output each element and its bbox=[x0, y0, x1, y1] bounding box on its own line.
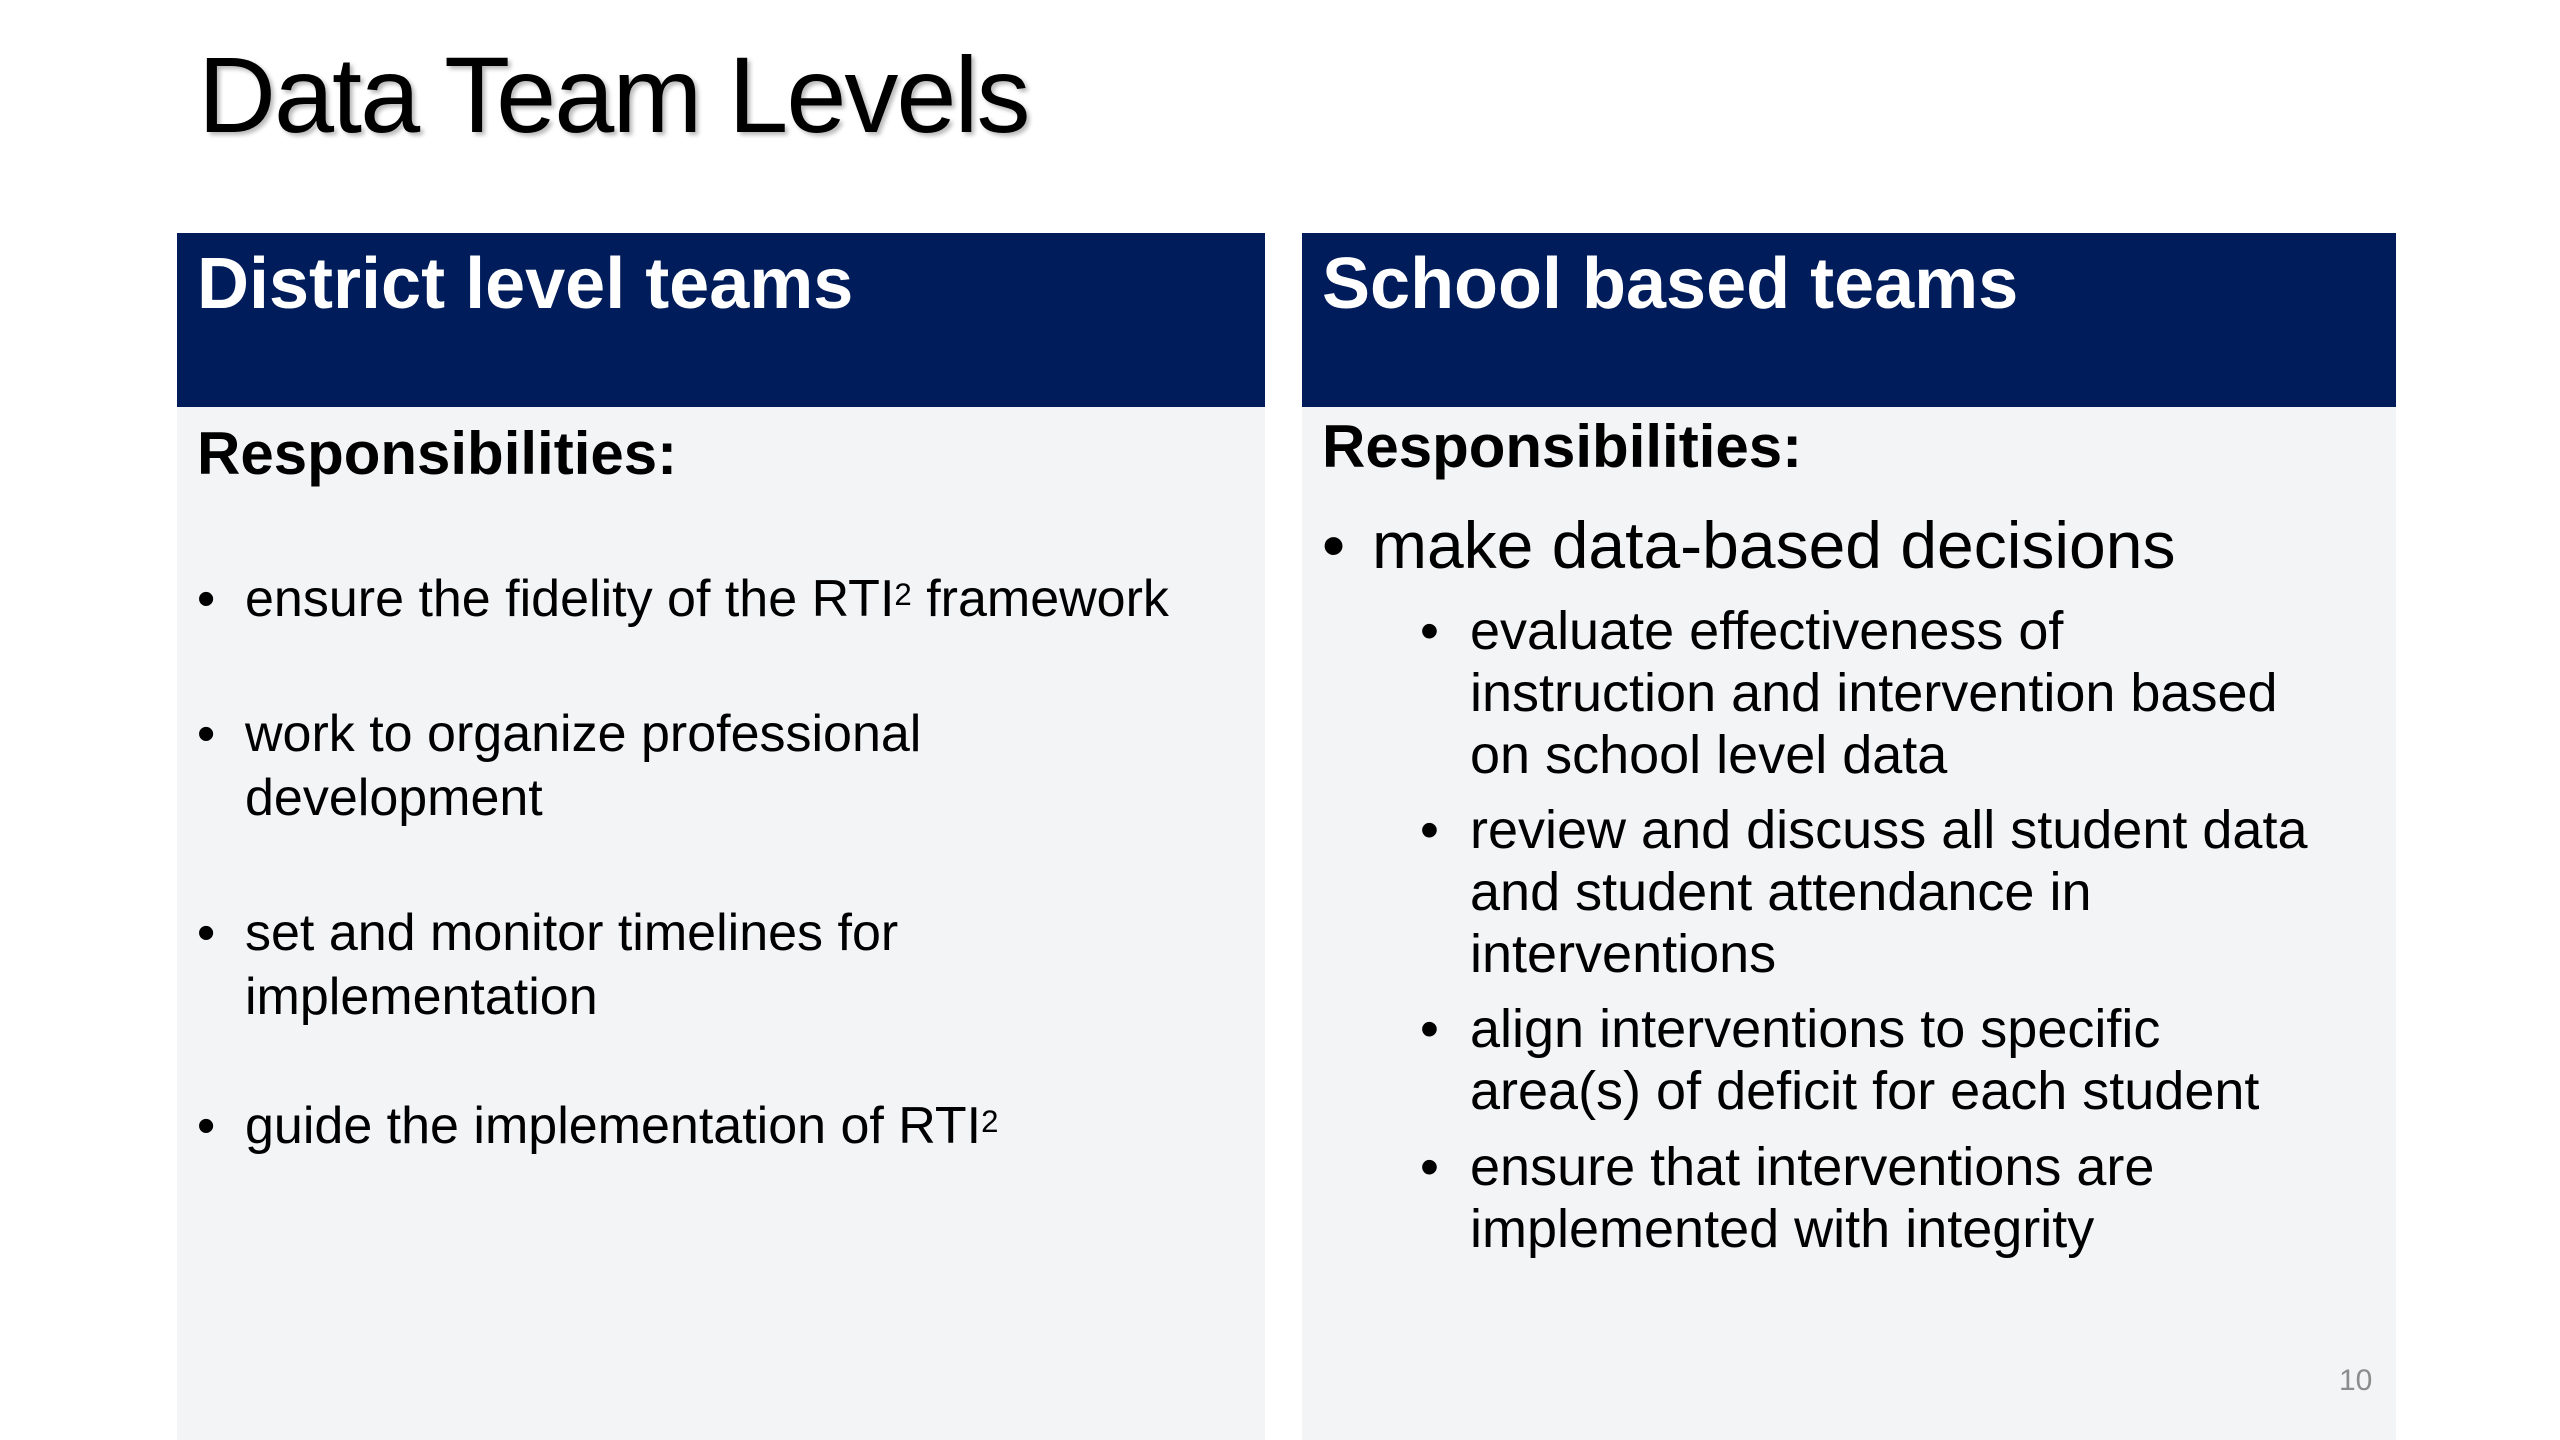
school-sub-item-1-line-1: evaluate effectiveness of bbox=[1470, 601, 2064, 661]
school-sub-item-2 bbox=[1420, 799, 2390, 985]
school-panel-header: School based teams bbox=[1302, 233, 2396, 407]
school-panel-body bbox=[1302, 407, 2396, 1440]
bullet-icon: • bbox=[1322, 508, 1346, 582]
district-item-2 bbox=[197, 702, 1257, 830]
bullet-icon: • bbox=[197, 705, 216, 763]
school-sub-item-2-line-3: interventions bbox=[1470, 924, 1777, 984]
school-main-item bbox=[1322, 505, 2175, 585]
school-sub-item-2-line-2: and student attendance in bbox=[1470, 862, 2092, 922]
district-item-2-line-2: development bbox=[245, 769, 543, 827]
bullet-icon: • bbox=[197, 570, 216, 628]
district-item-3-line-1: set and monitor timelines for bbox=[245, 904, 899, 962]
page-number: 10 bbox=[2339, 1364, 2373, 1397]
superscript: 2 bbox=[894, 577, 912, 613]
bullet-icon: • bbox=[1420, 601, 1439, 661]
superscript: 2 bbox=[981, 1104, 999, 1140]
school-sub-item-4-line-1: ensure that interventions are bbox=[1470, 1137, 2155, 1197]
district-item-4-text: guide the implementation of RTI bbox=[245, 1097, 982, 1155]
school-sub-item-3 bbox=[1420, 998, 2390, 1122]
district-item-3 bbox=[197, 901, 1257, 1029]
school-panel bbox=[1302, 233, 2396, 1440]
school-main-item-text: make data-based decisions bbox=[1372, 508, 2176, 582]
district-panel bbox=[177, 233, 1265, 1440]
district-item-2-line-1: work to organize professional bbox=[245, 705, 922, 763]
school-sub-item-1 bbox=[1420, 600, 2390, 786]
school-sub-item-3-line-1: align interventions to specific bbox=[1470, 999, 2161, 1059]
district-item-1-text: ensure the fidelity of the RTI bbox=[245, 570, 895, 628]
school-sub-item-1-line-2: instruction and intervention based bbox=[1470, 663, 2278, 723]
district-item-4 bbox=[197, 1094, 1257, 1158]
bullet-icon: • bbox=[197, 904, 216, 962]
district-responsibilities-label: Responsibilities: bbox=[197, 420, 678, 487]
bullet-icon: • bbox=[1420, 1137, 1439, 1197]
school-sub-item-2-line-1: review and discuss all student data bbox=[1470, 800, 2308, 860]
district-item-1-text-end: framework bbox=[911, 570, 1169, 628]
school-sub-item-1-line-3: on school level data bbox=[1470, 725, 1948, 785]
school-sub-item-4 bbox=[1420, 1136, 2390, 1260]
school-responsibilities-label: Responsibilities: bbox=[1322, 413, 1803, 480]
district-item-1 bbox=[197, 567, 1257, 631]
school-sub-item-3-line-2: area(s) of deficit for each student bbox=[1470, 1061, 2260, 1121]
bullet-icon: • bbox=[1420, 800, 1439, 860]
district-panel-header: District level teams bbox=[177, 233, 1265, 407]
bullet-icon: • bbox=[1420, 999, 1439, 1059]
district-item-3-line-2: implementation bbox=[245, 968, 598, 1026]
slide-title: Data Team Levels bbox=[198, 34, 1029, 155]
school-sub-item-4-line-2: implemented with integrity bbox=[1470, 1199, 2095, 1259]
district-panel-body bbox=[177, 407, 1265, 1440]
bullet-icon: • bbox=[197, 1097, 216, 1155]
